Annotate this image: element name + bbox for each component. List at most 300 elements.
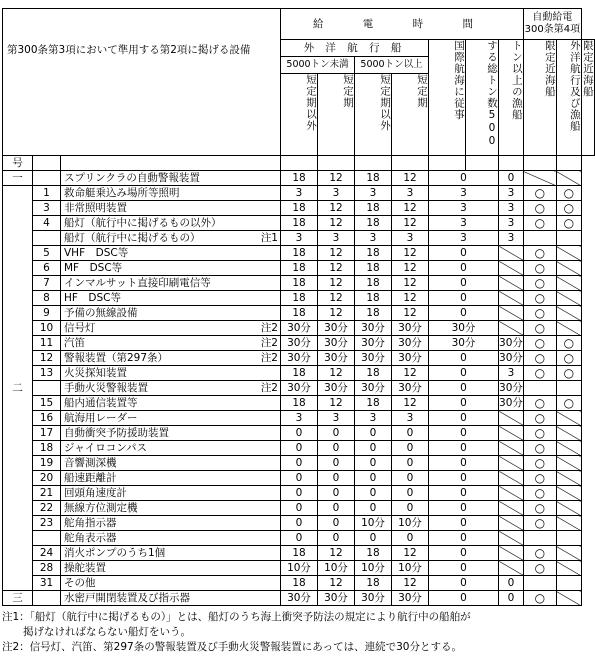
time-value: 0 (392, 486, 429, 501)
item-number (33, 381, 61, 396)
auto-supply-mark-a: ○ (523, 471, 556, 486)
time-value: 0 (499, 591, 524, 606)
main-title: 第300条第3項において準用する第2項に掲げる設備 (3, 9, 281, 156)
time-value: 0 (429, 471, 499, 486)
time-value: 18 (355, 261, 392, 276)
time-value: 0 (429, 546, 499, 561)
item-number: 13 (33, 366, 61, 381)
note-1-line-2: 掲げなければならない船灯をいう。 (2, 626, 191, 638)
auto-supply-mark-a (523, 171, 556, 186)
time-value (499, 261, 524, 276)
time-value: 18 (281, 546, 318, 561)
item-number (33, 531, 61, 546)
time-value: 3 (499, 366, 524, 381)
time-value: 30分 (355, 321, 392, 336)
table-row (3, 456, 595, 471)
time-value: 12 (392, 576, 429, 591)
time-value: 0 (355, 471, 392, 486)
jido-header: 自動給電300条第4項 (523, 9, 581, 40)
time-value: 0 (355, 426, 392, 441)
table-row (3, 501, 595, 516)
table-row (3, 516, 595, 531)
auto-supply-mark-a (523, 381, 556, 396)
time-value: 30分 (281, 381, 318, 396)
time-value: 12 (318, 576, 355, 591)
soko-ton-header: する総トン数500 (466, 40, 499, 156)
item-label-text: 非常照明装置 (64, 202, 127, 214)
time-value: 30分 (392, 336, 429, 351)
gentei2-header: 限定近海船 (581, 40, 594, 156)
time-value: 30分 (281, 351, 318, 366)
auto-supply-mark-b (556, 546, 581, 561)
auto-supply-mark-a: ○ (523, 186, 556, 201)
time-value: 0 (355, 486, 392, 501)
time-value: 12 (318, 306, 355, 321)
time-value: 30分 (318, 336, 355, 351)
time-value (499, 471, 524, 486)
time-value: 18 (355, 171, 392, 186)
item-number: 10 (33, 321, 61, 336)
time-value: 0 (281, 501, 318, 516)
table-row (3, 246, 595, 261)
time-value: 12 (392, 201, 429, 216)
item-number: 28 (33, 561, 61, 576)
time-value: 30分 (499, 397, 523, 409)
auto-supply-mark-b: ○ (556, 336, 581, 351)
time-value (499, 486, 524, 501)
time-value (499, 456, 524, 471)
item-number: 8 (33, 291, 61, 306)
time-value: 0 (429, 366, 499, 381)
under5000-header: 5000トン未満 (281, 57, 355, 74)
time-value: 0 (392, 456, 429, 471)
time-value: 0 (392, 471, 429, 486)
tanteiki-header-1: 短定期 (318, 74, 355, 156)
item-label (61, 546, 281, 561)
time-value: 3 (392, 186, 429, 201)
note-1-line-1: 注1：「船灯（航行中に掲げるもの）」とは、船灯のうち海上衝突予防法の規定により航行中の船舶が (2, 611, 471, 623)
time-value: 3 (281, 411, 318, 426)
group-cell: 三 (3, 591, 33, 606)
auto-supply-mark-b: ○ (556, 351, 581, 366)
auto-supply-mark-a: ○ (523, 591, 556, 606)
time-value: 0 (281, 456, 318, 471)
time-value: 18 (281, 216, 318, 231)
time-value: 18 (281, 261, 318, 276)
time-value: 0 (318, 501, 355, 516)
table-row (3, 576, 595, 591)
time-value (499, 306, 524, 321)
table-row (3, 186, 595, 201)
auto-supply-mark-b (556, 231, 581, 246)
item-number: 3 (33, 201, 61, 216)
time-value: 0 (392, 441, 429, 456)
time-value: 3 (499, 201, 524, 216)
item-label (61, 516, 281, 531)
footnotes (2, 610, 471, 655)
time-value: 12 (392, 276, 429, 291)
auto-supply-mark-b (556, 516, 581, 531)
time-value: 30分 (318, 591, 355, 606)
time-value: 30分 (318, 321, 355, 336)
time-value: 12 (318, 396, 355, 411)
item-number: 1 (33, 186, 61, 201)
item-label-text: 操舵装置 (64, 562, 106, 574)
time-value: 10分 (355, 516, 392, 531)
table-row (3, 426, 595, 441)
item-number: 21 (33, 486, 61, 501)
auto-supply-mark-a: ○ (523, 546, 556, 561)
item-label (61, 471, 281, 486)
note-flag: 注2 (260, 382, 278, 394)
item-label-text: 警報装置（第297条） (64, 352, 169, 364)
time-value: 0 (392, 531, 429, 546)
auto-supply-mark-a: ○ (523, 246, 556, 261)
time-value: 3 (281, 231, 318, 246)
item-label (61, 531, 281, 546)
time-value: 0 (281, 486, 318, 501)
item-number: 4 (33, 216, 61, 231)
time-value (499, 276, 524, 291)
time-value: 12 (392, 171, 429, 186)
auto-supply-mark-a (523, 231, 556, 246)
time-value: 0 (318, 456, 355, 471)
time-value: 18 (281, 366, 318, 381)
note-2: 注2：信号灯、汽笛、第297条の警報装置及び手動火災警報装置にあっては、連続で30分とする。 (2, 641, 462, 653)
note-flag: 注2 (260, 352, 278, 364)
item-label-text: 回頭角速度計 (64, 487, 127, 499)
time-value: 0 (429, 276, 499, 291)
auto-supply-mark-a: ○ (523, 291, 556, 306)
time-value: 30分 (281, 321, 318, 336)
go-header: 号 (3, 156, 33, 171)
item-label-text: 消火ポンプのうち1個 (64, 547, 166, 559)
time-value: 0 (499, 171, 524, 186)
group-cell: 二 (3, 186, 33, 591)
ton-ijo-header: トン以上の漁船 (499, 40, 524, 156)
time-value: 3 (281, 186, 318, 201)
time-value: 30分 (499, 382, 523, 394)
over5000-header: 5000トン以上 (355, 57, 429, 74)
auto-supply-mark-b (556, 261, 581, 276)
item-number: 20 (33, 471, 61, 486)
auto-supply-mark-b (556, 171, 581, 186)
item-label (61, 591, 281, 606)
auto-supply-mark-a: ○ (523, 216, 556, 231)
item-label-text: 救命艇乗込み場所等照明 (64, 187, 180, 199)
time-value: 0 (429, 576, 499, 591)
item-label (61, 291, 281, 306)
table-row (3, 261, 595, 276)
auto-supply-mark-b: ○ (556, 201, 581, 216)
time-value: 0 (429, 426, 499, 441)
time-value: 0 (429, 261, 499, 276)
item-number: 16 (33, 411, 61, 426)
auto-supply-mark-b (556, 501, 581, 516)
time-value: 12 (392, 291, 429, 306)
time-value: 0 (318, 426, 355, 441)
item-label-text: 船内通信装置等 (64, 397, 138, 409)
time-value: 18 (355, 546, 392, 561)
time-value: 0 (318, 471, 355, 486)
gentei-header: 限定近海船 (523, 40, 556, 156)
auto-supply-mark-b (556, 531, 581, 546)
time-value: 30分 (392, 381, 429, 396)
time-value: 12 (318, 246, 355, 261)
time-value (499, 291, 524, 306)
time-value: 12 (318, 201, 355, 216)
item-label-text: スプリンクラの自動警報装置 (64, 172, 200, 184)
time-value: 3 (318, 186, 355, 201)
auto-supply-mark-a: ○ (523, 501, 556, 516)
tanteiki-igai-header-2: 短定期以外 (355, 74, 392, 156)
time-value: 18 (281, 396, 318, 411)
time-value: 18 (355, 201, 392, 216)
item-label-text: MF DSC等 (64, 262, 123, 274)
time-value: 3 (355, 411, 392, 426)
time-value (499, 561, 524, 576)
item-label (61, 276, 281, 291)
item-label (61, 396, 281, 411)
time-value: 0 (429, 396, 499, 411)
time-value: 0 (281, 441, 318, 456)
item-label-text: 船速距離計 (64, 472, 117, 484)
time-value: 0 (429, 561, 499, 576)
time-value: 0 (392, 501, 429, 516)
time-value (499, 531, 524, 546)
item-number: 9 (33, 306, 61, 321)
item-number: 18 (33, 441, 61, 456)
time-value (499, 246, 524, 261)
table-row (3, 306, 595, 321)
item-number (33, 591, 61, 606)
time-value: 3 (499, 216, 524, 231)
time-value: 0 (499, 576, 524, 591)
power-supply-table (2, 8, 595, 606)
item-label (61, 216, 281, 231)
time-value: 0 (318, 531, 355, 546)
time-value: 18 (355, 576, 392, 591)
time-value: 18 (355, 291, 392, 306)
time-value: 0 (281, 426, 318, 441)
group-cell: 一 (3, 171, 33, 186)
item-label (61, 381, 281, 396)
time-value: 30分 (281, 336, 318, 351)
time-value: 30分 (429, 336, 499, 351)
item-label (61, 441, 281, 456)
time-value: 0 (429, 531, 499, 546)
item-label (61, 171, 281, 186)
item-label-text: 舵角表示器 (64, 532, 117, 544)
auto-supply-mark-b (556, 441, 581, 456)
item-label-text: 水密戸開閉装置及び指示器 (64, 592, 190, 604)
time-value: 18 (281, 276, 318, 291)
item-label (61, 456, 281, 471)
time-value: 0 (429, 501, 499, 516)
time-value: 10分 (392, 561, 429, 576)
time-value: 3 (355, 231, 392, 246)
time-value: 30分 (318, 351, 355, 366)
auto-supply-mark-b (556, 306, 581, 321)
time-value: 18 (281, 306, 318, 321)
time-value: 0 (429, 351, 499, 366)
time-value: 0 (281, 531, 318, 546)
time-value: 12 (318, 216, 355, 231)
time-value: 3 (429, 201, 499, 216)
time-value: 18 (355, 276, 392, 291)
time-value: 0 (318, 441, 355, 456)
time-value: 18 (355, 306, 392, 321)
time-value: 30分 (355, 591, 392, 606)
item-label-text: インマルサット直接印刷電信等 (64, 277, 211, 289)
item-number: 23 (33, 516, 61, 531)
time-value: 30分 (355, 381, 392, 396)
time-value: 0 (429, 246, 499, 261)
auto-supply-mark-a: ○ (523, 396, 556, 411)
item-label-text: VHF DSC等 (64, 247, 129, 259)
auto-supply-mark-a: ○ (523, 366, 556, 381)
time-value: 0 (429, 411, 499, 426)
time-value: 30分 (281, 591, 318, 606)
time-value: 3 (392, 231, 429, 246)
item-label-text: 信号灯 (64, 322, 96, 334)
time-value: 30分 (429, 321, 499, 336)
item-label-text: 予備の無線設備 (64, 307, 138, 319)
time-value: 0 (429, 441, 499, 456)
time-value: 18 (355, 246, 392, 261)
time-value (499, 441, 524, 456)
table-row (3, 366, 595, 381)
auto-supply-mark-a (523, 531, 556, 546)
table-row (3, 381, 595, 396)
table-row (3, 396, 595, 411)
item-number: 31 (33, 576, 61, 591)
time-value: 3 (318, 231, 355, 246)
item-number: 7 (33, 276, 61, 291)
item-label-text: その他 (64, 577, 96, 589)
auto-supply-mark-a: ○ (523, 561, 556, 576)
time-value (499, 516, 524, 531)
item-number: 11 (33, 336, 61, 351)
kokusai-header: 国際航海に従事 (429, 40, 466, 156)
gaiyo-header: 外 洋 航 行 船 (281, 40, 429, 57)
time-value: 0 (355, 501, 392, 516)
time-value: 0 (281, 516, 318, 531)
time-value: 3 (499, 231, 524, 246)
auto-supply-mark-b (556, 291, 581, 306)
table-row (3, 441, 595, 456)
time-value (499, 426, 524, 441)
auto-supply-mark-b: ○ (556, 396, 581, 411)
item-number (33, 231, 61, 246)
time-value: 18 (281, 171, 318, 186)
item-label-text: HF DSC等 (64, 292, 122, 304)
time-value: 0 (318, 486, 355, 501)
time-value: 12 (392, 261, 429, 276)
time-value: 3 (392, 411, 429, 426)
kyuden-jikan-header: 給 電 時 間 (281, 9, 524, 40)
time-value: 12 (392, 306, 429, 321)
auto-supply-mark-a: ○ (523, 261, 556, 276)
time-value (499, 546, 524, 561)
time-value: 3 (355, 186, 392, 201)
auto-supply-mark-a: ○ (523, 516, 556, 531)
auto-supply-mark-a (523, 576, 556, 591)
time-value: 10分 (281, 561, 318, 576)
time-value: 18 (281, 576, 318, 591)
auto-supply-mark-a: ○ (523, 426, 556, 441)
table-row (3, 531, 595, 546)
table-row (3, 291, 595, 306)
table-row (3, 231, 595, 246)
item-label-text: ジャイロコンパス (64, 442, 148, 454)
auto-supply-mark-b (556, 561, 581, 576)
time-value: 12 (318, 366, 355, 381)
table-row (3, 321, 595, 336)
time-value: 3 (429, 216, 499, 231)
time-value: 30分 (499, 352, 523, 364)
item-label (61, 231, 281, 246)
item-label-text: 舵角指示器 (64, 517, 117, 529)
time-value: 12 (392, 216, 429, 231)
item-label (61, 501, 281, 516)
time-value: 0 (281, 471, 318, 486)
item-number: 12 (33, 351, 61, 366)
item-number: 22 (33, 501, 61, 516)
note-flag: 注1 (260, 232, 278, 244)
time-value: 18 (355, 396, 392, 411)
item-label-text: 自動衝突予防援助装置 (64, 427, 169, 439)
time-value: 0 (429, 171, 499, 186)
table-row (3, 561, 595, 576)
table-row (3, 336, 595, 351)
auto-supply-mark-a: ○ (523, 336, 556, 351)
item-label (61, 576, 281, 591)
table-row (3, 216, 595, 231)
item-label (61, 351, 281, 366)
time-value (499, 321, 524, 336)
tanteiki-header-2: 短定期 (392, 74, 429, 156)
table-row (3, 546, 595, 561)
auto-supply-mark-a: ○ (523, 456, 556, 471)
auto-supply-mark-b: ○ (556, 216, 581, 231)
time-value: 0 (429, 516, 499, 531)
time-value: 3 (318, 411, 355, 426)
item-number: 15 (33, 396, 61, 411)
auto-supply-mark-b (556, 576, 581, 591)
item-label-text: 無線方位測定機 (64, 502, 138, 514)
auto-supply-mark-b (556, 321, 581, 336)
auto-supply-mark-a: ○ (523, 201, 556, 216)
note-flag: 注2 (260, 322, 278, 334)
item-label-text: 船灯（航行中に掲げるもの） (64, 232, 201, 244)
item-number: 6 (33, 261, 61, 276)
time-value (499, 411, 524, 426)
item-label-text: 航海用レーダー (64, 412, 138, 424)
item-number: 5 (33, 246, 61, 261)
item-label-text: 手動火災警報装置 (64, 382, 148, 394)
time-value: 0 (429, 291, 499, 306)
time-value: 10分 (318, 561, 355, 576)
time-value: 18 (281, 201, 318, 216)
item-number: 24 (33, 546, 61, 561)
item-label (61, 336, 281, 351)
auto-supply-mark-a: ○ (523, 351, 556, 366)
item-label (61, 201, 281, 216)
item-label (61, 261, 281, 276)
auto-supply-mark-b (556, 486, 581, 501)
time-value: 0 (392, 426, 429, 441)
